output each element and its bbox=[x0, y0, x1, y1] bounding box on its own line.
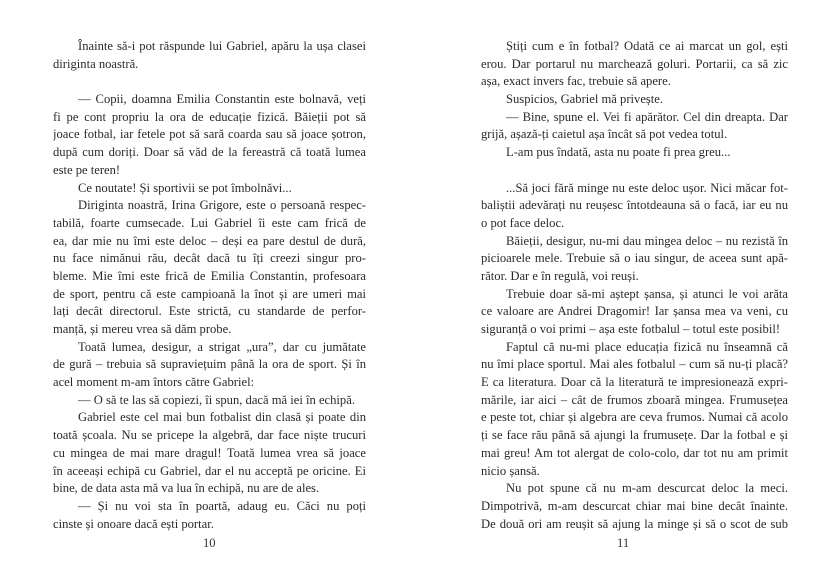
text-line: tabilă, foarte cumsecade. Lui Gabriel îi este cam frică de bbox=[53, 215, 366, 230]
paragraph bbox=[53, 197, 366, 339]
text-line: o pot face deloc. bbox=[481, 215, 565, 230]
text-line: picioarele mele. Trebuie să o iau singur, de aceea sunt apă- bbox=[481, 251, 788, 266]
left-page-text bbox=[53, 38, 366, 533]
text-line: L-am pus îndată, asta nu poate fi prea greu... bbox=[506, 145, 731, 160]
text-line: de gură – trebuia să supraviețuim până la ora de sport. Și în bbox=[53, 357, 366, 372]
text-line: rător. Dar e în regulă, voi reuși. bbox=[481, 268, 639, 283]
text-line: Înainte să-i pot răspunde lui Gabriel, apăru la ușa clasei bbox=[78, 39, 366, 53]
text-line: Toată lumea, desigur, a strigat „ura”, dar cu jumătate bbox=[78, 339, 366, 354]
text-line: Suspicios, Gabriel mă privește. bbox=[506, 92, 664, 107]
text-line: de sport, pentru că este campioană la înot și are umeri mai bbox=[53, 286, 366, 301]
paragraph bbox=[481, 91, 788, 109]
text-line: — O să te las să copiezi, îi spun, dacă mă iei în echipă. bbox=[78, 392, 355, 407]
text-line: Faptul că nu-mi place educația fizică nu înseamnă că bbox=[506, 339, 788, 354]
text-line: după cum doriți. Doar să văd de la fereastră că toată lumea bbox=[53, 145, 366, 160]
paragraph bbox=[481, 339, 788, 481]
text-line: nicio șansă. bbox=[481, 463, 540, 478]
page-number-left: 10 bbox=[203, 536, 216, 550]
text-line: mările, iar aici – cât de frumos zboară mingea. Frumusețea bbox=[481, 392, 788, 407]
text-line: — Bine, spune el. Vei fi apărător. Cel din dreapta. Dar bbox=[506, 109, 788, 124]
paragraph bbox=[481, 180, 788, 233]
text-line: Gabriel este cel mai bun fotbalist din clasă și poate din bbox=[78, 410, 366, 425]
page-number-right: 11 bbox=[617, 536, 630, 550]
text-line: ți se face rău până să ajungi la frumusețe. Dar la fotbal e și bbox=[481, 428, 788, 443]
text-line: așa, exact invers fac, trebuie să apere. bbox=[481, 74, 671, 89]
text-line: De două ori am reușit să ajung la minge și să o scot de sub bbox=[481, 516, 788, 531]
text-line: Dimpotrivă, m-am descurcat chiar mai bine decât înainte. bbox=[481, 498, 788, 513]
text-line: bine, de data asta mă va lua în echipă, nu are de ales. bbox=[53, 481, 320, 496]
text-line: Nu pot spune că nu m-am descurcat deloc la meci. bbox=[506, 481, 788, 496]
text-line: E ca literatura. Doar că la literatură te impresionează expri- bbox=[481, 375, 788, 390]
paragraph bbox=[481, 233, 788, 286]
text-line: grijă, așază-ți caietul așa încât să pot vedea totul. bbox=[481, 127, 728, 142]
text-line: este pe teren! bbox=[53, 162, 121, 177]
text-line: — Copii, doamna Emilia Constantin este bolnavă, veți bbox=[78, 92, 366, 107]
text-line: — Și nu voi sta în poartă, adaug eu. Căci nu poți bbox=[78, 498, 366, 513]
text-line: e peste tot, chiar și algebra are ceva frumos. Numai că acolo bbox=[481, 410, 788, 425]
text-line: ce valoare are Andrei Dragomir! Iar șansa mea va veni, cu bbox=[481, 304, 788, 319]
text-line: Ce noutate! Și sportivii se pot îmbolnăvi... bbox=[78, 180, 292, 195]
right-page-text bbox=[481, 38, 788, 533]
text-line: fi pe cont propriu la ora de educație fizică. Băieții pot să bbox=[53, 109, 366, 124]
section-break bbox=[481, 162, 788, 180]
paragraph bbox=[53, 180, 366, 198]
text-line: mai greu! Am tot alergat de colo-colo, dar tot nu am primit bbox=[481, 445, 788, 460]
text-line: Diriginta noastră, Irina Grigore, este o persoană respec- bbox=[78, 198, 366, 213]
paragraph bbox=[481, 109, 788, 144]
text-line: siguranță o voi primi – așa este fotbalul – totul este posibil! bbox=[481, 322, 781, 336]
text-line: nu face nimănui rău, decât dacă tu îți creezi singur pro- bbox=[53, 251, 366, 266]
paragraph bbox=[53, 339, 366, 392]
text-line: cu mingea de mai mare dragul! Toată lumea vrea să joace bbox=[53, 445, 366, 460]
text-line: ea, dar mie nu îmi este deloc – deși ea pare destul de dură, bbox=[53, 233, 366, 248]
text-line: bleme. Mie îmi este frică de Emilia Constantin, profesoara bbox=[53, 268, 366, 283]
text-line: diriginta noastră. bbox=[53, 56, 139, 71]
text-line: ...Să joci fără minge nu este deloc ușor. Nici măcar fot- bbox=[506, 180, 788, 195]
paragraph bbox=[481, 286, 788, 339]
text-line: cinste și onoare dacă ești portar. bbox=[53, 516, 214, 531]
paragraph bbox=[481, 480, 788, 533]
paragraph bbox=[53, 409, 366, 497]
paragraph bbox=[481, 38, 788, 91]
text-line: în aceeași echipă cu Gabriel, dar el nu acceptă pe oricine. Ei bbox=[53, 463, 366, 478]
text-line: baliștii adevărați nu reușesc întotdeauna să o facă, iar eu nu bbox=[481, 198, 788, 213]
section-break bbox=[53, 73, 366, 91]
text-line: lați decât directorul. Este strictă, cu standarde de perfor- bbox=[53, 304, 366, 319]
paragraph bbox=[53, 38, 366, 73]
text-line: erou. Dar portarul nu marchează goluri. Portarii, ca să zic bbox=[481, 56, 788, 71]
text-line: Trebuie doar să-mi aștept șansa, și atunci le voi arăta bbox=[506, 286, 788, 301]
text-line: acel moment m-am întors către Gabriel: bbox=[53, 375, 255, 390]
text-line: Băieții, desigur, nu-mi dau mingea deloc – nu rezistă în bbox=[506, 233, 788, 248]
text-line: nu îmi place sportul. Mai ales fotbalul – cum să nu-ți placă? bbox=[481, 357, 788, 372]
paragraph bbox=[53, 392, 366, 410]
text-line: joace fotbal, iar fetele pot să sară coarda sau să joace șotron, bbox=[53, 127, 366, 142]
paragraph bbox=[53, 498, 366, 533]
text-line: Știți cum e în fotbal? Odată ce ai marcat un gol, ești bbox=[506, 39, 788, 53]
text-line: manță, și mereu vrea să dăm probe. bbox=[53, 322, 232, 336]
text-line: toată școala. Nu se pricepe la algebră, dar face niște trucuri bbox=[53, 428, 366, 443]
paragraph bbox=[481, 144, 788, 162]
paragraph bbox=[53, 91, 366, 179]
